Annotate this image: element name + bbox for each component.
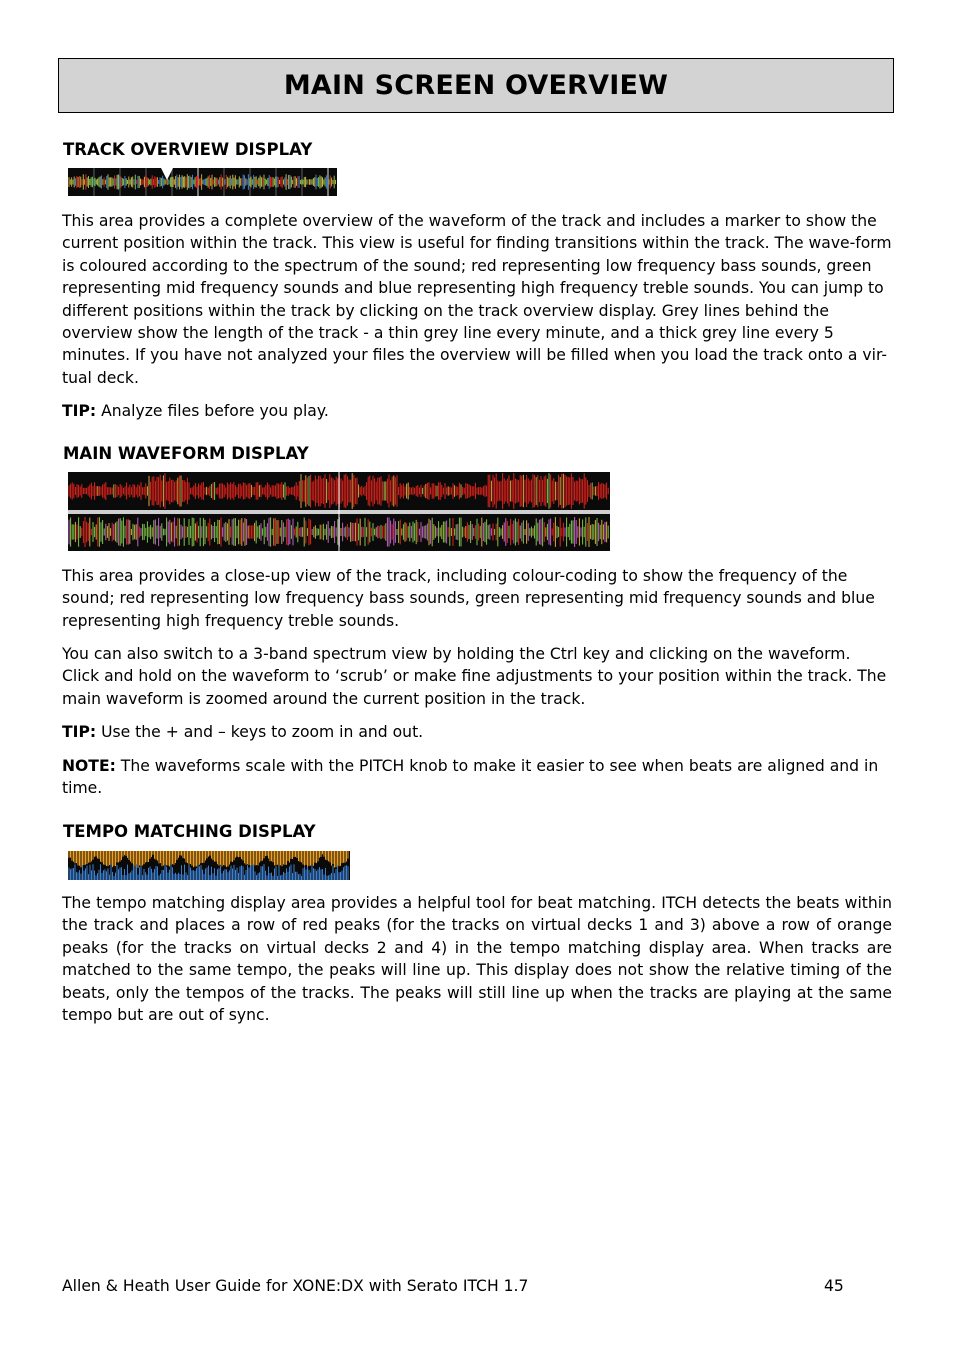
tempo-matching-body: The tempo matching display area provides a helpful tool for beat matching. ITCH detects the beats within the track and places a row of red peaks (for the tracks on virtual decks 1 and 3) above a row of orange peaks (for the tracks on virtual decks 2 and 4) in the tempo matching display area. When tracks are matched to the same tempo, the peaks will line up. This display does not show the relative timing of the beats, only the tempos of the tracks. The peaks will still line up when the tracks are playing at the same tempo but are out of sync. <box>62 894 892 1025</box>
tempo-matching-heading: TEMPO MATCHING DISPLAY <box>63 822 316 841</box>
track-overview-waveform-image <box>68 168 337 196</box>
track-overview-heading: TRACK OVERVIEW DISPLAY <box>63 140 313 159</box>
track-overview-body: This area provides a complete overview of the waveform of the track and includes a marker to show the current position within the track. This view is useful for finding transitions within the track. The wave-form is coloured according to the spectrum of the sound; red representing low frequency bass sounds, green representing mid frequency sounds and blue representing high frequency treble sounds. You can jump to different positions within the track by clicking on the track overview display. Grey lines behind the overview show the length of the track - a thin grey line every minute, and a thick grey line every 5 minutes. If you have not analyzed your files the overview will be filled when you load the track onto a vir-tual deck. <box>62 212 892 387</box>
note-label: NOTE: <box>62 757 116 775</box>
main-waveform-body-1: This area provides a close-up view of the track, including colour-coding to show the frequency of the sound; red representing low frequency bass sounds, green representing mid frequency sounds and blue representing high frequency treble sounds. <box>62 567 875 630</box>
main-waveform-tip <box>62 721 892 743</box>
main-waveform-heading: MAIN WAVEFORM DISPLAY <box>63 444 309 463</box>
tip-label: TIP: <box>62 723 97 741</box>
footer-text: Allen & Heath User Guide for XONE:DX with Serato ITCH 1.7 <box>62 1277 529 1295</box>
tip-text: Use the + and – keys to zoom in and out. <box>96 723 424 741</box>
main-waveform-image <box>68 472 610 551</box>
tempo-matching-image <box>68 851 350 880</box>
tip-text: Analyze files before you play. <box>96 402 329 420</box>
note-text: The waveforms scale with the PITCH knob to make it easier to see when beats are aligned and in time. <box>62 757 879 798</box>
main-waveform-body-2: You can also switch to a 3-band spectrum view by holding the Ctrl key and clicking on the waveform. Click and hold on the waveform to ‘scrub’ or make fine adjustments to your position within the track. The main waveform is zoomed around the current position in the track. <box>62 645 887 708</box>
track-overview-tip <box>62 400 892 422</box>
page-number: 45 <box>824 1277 844 1295</box>
page-title: MAIN SCREEN OVERVIEW <box>283 70 669 101</box>
main-waveform-note <box>62 755 892 800</box>
tip-label: TIP: <box>62 402 97 420</box>
page-title-box <box>58 58 894 113</box>
